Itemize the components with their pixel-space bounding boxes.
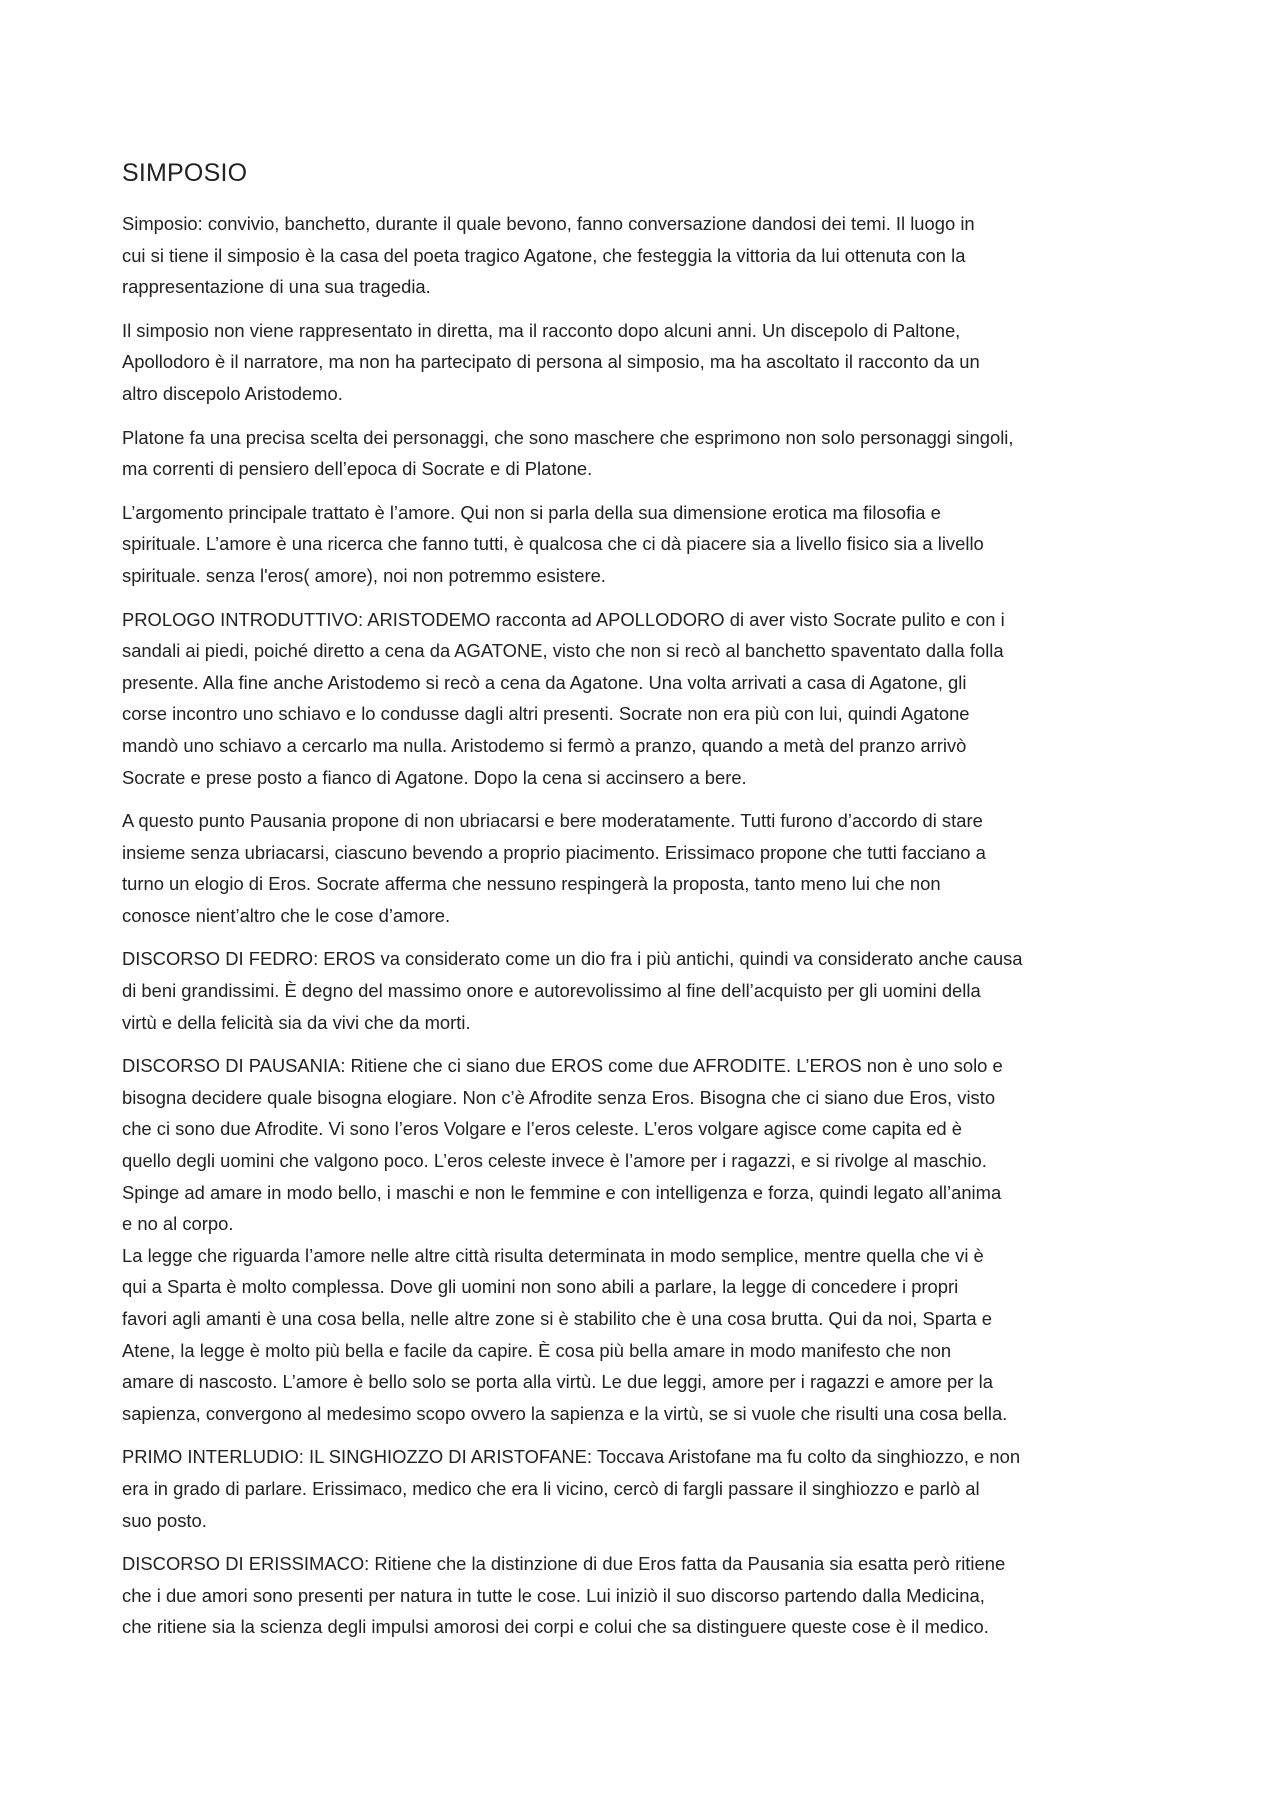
text-line: amare di nascosto. L’amore è bello solo se porta alla virtù. Le due leggi, amore per i ragazzi e amore per la xyxy=(122,1371,993,1393)
text-line: Spinge ad amare in modo bello, i maschi e non le femmine e con intelligenza e forza, quindi legato all’anima xyxy=(122,1181,1002,1203)
text-line: DISCORSO DI ERISSIMACO: Ritiene che la distinzione di due Eros fatta da Pausania sia esatta però ritiene xyxy=(122,1553,1006,1575)
document-title: SIMPOSIO xyxy=(122,159,248,187)
text-line: insieme senza ubriacarsi, ciascuno bevendo a proprio piacimento. Erissimaco propone che tutti facciano a xyxy=(122,841,986,863)
paragraph-prologue xyxy=(122,604,1167,794)
text-line: presente. Alla fine anche Aristodemo si recò a cena da Agatone. Una volta arrivati a casa di Agatone, gli xyxy=(122,671,967,693)
text-line: virtù e della felicità sia da vivi che da morti. xyxy=(122,1011,471,1033)
paragraph-narration xyxy=(122,315,1167,410)
text-line: favori agli amanti è una cosa bella, nelle altre zone si è stabilito che è una cosa brutta. Qui da noi, Sparta e xyxy=(122,1308,992,1329)
paragraph-erissimaco xyxy=(122,1548,1167,1643)
paragraph-pausania xyxy=(122,1050,1167,1240)
paragraph-argument xyxy=(122,497,1167,592)
text-line: suo posto. xyxy=(122,1509,207,1531)
text-line: turno un elogio di Eros. Socrate afferma che nessuno respingerà la proposta, tanto meno lui che non xyxy=(122,873,941,895)
text-line: spirituale. L’amore è una ricerca che fanno tutti, è qualcosa che ci dà piacere sia a livello fisico sia a livello xyxy=(122,533,984,555)
text-line: corse incontro uno schiavo e lo condusse dagli altri presenti. Socrate non era più con lui, quindi Agatone xyxy=(122,703,970,725)
text-line: L’argomento principale trattato è l’amore. Qui non si parla della sua dimensione erotica ma filosofia e xyxy=(122,501,941,523)
text-line: Apollodoro è il narratore, ma non ha partecipato di persona al simposio, ma ha ascoltato il racconto da un xyxy=(122,351,980,373)
text-line: PRIMO INTERLUDIO: IL SINGHIOZZO DI ARISTOFANE: Toccava Aristofane ma fu colto da singhiozzo, e non xyxy=(122,1446,1021,1468)
text-line: sapienza, convergono al medesimo scopo ovvero la sapienza e la virtù, se si vuole che risulti una cosa bella. xyxy=(122,1402,1008,1424)
text-line: A questo punto Pausania propone di non ubriacarsi e bere moderatamente. Tutti furono d’accordo di stare xyxy=(122,810,983,832)
text-line: Atene, la legge è molto più bella e facile da capire. È cosa più bella amare in modo manifesto che non xyxy=(122,1339,952,1361)
paragraph-law xyxy=(122,1240,1167,1430)
paragraph-pausania-proposal xyxy=(122,805,1167,931)
text-line: di beni grandissimi. È degno del massimo onore e autorevolissimo al fine dell’acquisto per gli uomini della xyxy=(122,980,981,1002)
text-line: altro discepolo Aristodemo. xyxy=(122,382,343,404)
text-line: conosce nient’altro che le cose d’amore. xyxy=(122,904,451,926)
text-line: La legge che riguarda l’amore nelle altre città risulta determinata in modo semplice, mentre quella che vi è xyxy=(122,1244,984,1266)
text-line: sandali ai piedi, poiché diretto a cena da AGATONE, visto che non si recò al banchetto spaventato dalla folla xyxy=(122,640,1004,662)
text-line: spirituale. senza l'eros( amore), noi non potremmo esistere. xyxy=(122,564,606,586)
text-line: che ritiene sia la scienza degli impulsi amorosi dei corpi e colui che sa distinguere queste cose è il medico. xyxy=(122,1616,989,1638)
text-line: PROLOGO INTRODUTTIVO: ARISTODEMO racconta ad APOLLODORO di aver visto Socrate pulito e con i xyxy=(122,608,1005,630)
text-line: e no al corpo. xyxy=(122,1213,234,1235)
text-line: ma correnti di pensiero dell’epoca di Socrate e di Platone. xyxy=(122,458,593,480)
text-line: quello degli uomini che valgono poco. L’eros celeste invece è l’amore per i ragazzi, e si rivolge al maschio. xyxy=(122,1150,987,1172)
text-line: era in grado di parlare. Erissimaco, medico che era li vicino, cercò di fargli passare il singhiozzo e parlò al xyxy=(122,1477,980,1499)
document-page xyxy=(122,154,1167,1655)
text-line: bisogna decidere quale bisogna elogiare. Non c’è Afrodite senza Eros. Bisogna che ci siano due Eros, visto xyxy=(122,1086,996,1108)
paragraph-characters xyxy=(122,422,1167,485)
text-line: che ci sono due Afrodite. Vi sono l’eros Volgare e l’eros celeste. L’eros volgare agisce come capita ed è xyxy=(122,1118,962,1140)
text-line: DISCORSO DI PAUSANIA: Ritiene che ci siano due EROS come due AFRODITE. L’EROS non è uno solo e xyxy=(122,1055,1003,1077)
text-line: cui si tiene il simposio è la casa del poeta tragico Agatone, che festeggia la vittoria da lui ottenuta con la xyxy=(122,244,966,266)
text-line: rappresentazione di una sua tragedia. xyxy=(122,276,431,298)
text-line: Simposio: convivio, banchetto, durante il quale bevono, fanno conversazione dandosi dei temi. Il luogo in xyxy=(122,213,975,234)
text-line: Il simposio non viene rappresentato in diretta, ma il racconto dopo alcuni anni. Un discepolo di Paltone, xyxy=(122,319,961,341)
text-line: Socrate e prese posto a fianco di Agatone. Dopo la cena si accinsero a bere. xyxy=(122,766,747,788)
text-line: qui a Sparta è molto complessa. Dove gli uomini non sono abili a parlare, la legge di concedere i propri xyxy=(122,1276,959,1298)
text-line: DISCORSO DI FEDRO: EROS va considerato come un dio fra i più antichi, quindi va considerato anche causa xyxy=(122,948,1023,970)
paragraph-intro xyxy=(122,208,1167,303)
text-line: che i due amori sono presenti per natura in tutte le cose. Lui iniziò il suo discorso partendo dalla Medicina, xyxy=(122,1584,985,1606)
paragraph-interlude xyxy=(122,1441,1167,1536)
paragraph-fedro xyxy=(122,943,1167,1038)
text-line: Platone fa una precisa scelta dei personaggi, che sono maschere che esprimono non solo personaggi singoli, xyxy=(122,426,1014,448)
text-line: mandò uno schiavo a cercarlo ma nulla. Aristodemo si fermò a pranzo, quando a metà del pranzo arrivò xyxy=(122,734,967,756)
